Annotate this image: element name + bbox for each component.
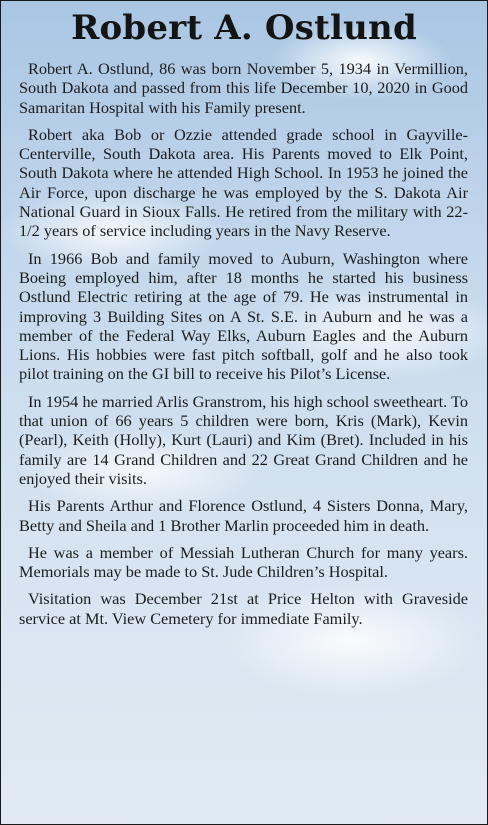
obituary-title: Robert A. Ostlund (71, 8, 417, 48)
paragraph-career: In 1966 Bob and family moved to Auburn, Washington where Boeing employed him, after 18 months he started his business Ostlund Electric retiring at the age of 79. He was instrumental in improving 3 Building Sites on A St. S.E. in Auburn and he was a member of the Federal Way Elks, Auburn Eagles and the Auburn Lions. His hobbies were fast pitch softball, golf and he also took pilot training on the GI bill to receive his Pilot’s License. (19, 248, 468, 384)
paragraph-marriage: In 1954 he married Arlis Granstrom, his high school sweetheart. To that union of 66 years 5 children were born, Kris (Mark), Kevin (Pearl), Keith (Holly), Kurt (Lauri) and Kim (Bret). Included in his family are 14 Grand Children and 22 Great Grand Children and he enjoyed their visits. (19, 391, 468, 488)
paragraph-predeceased: His Parents Arthur and Florence Ostlund, 4 Sisters Donna, Mary, Betty and Sheila and 1 Brother Marlin proceeded him in death. (19, 496, 468, 535)
paragraph-services: Visitation was December 21st at Price Helton with Graveside service at Mt. View Cemetery for immediate Family. (19, 589, 468, 628)
obituary-body (1, 53, 487, 628)
paragraph-early-life: Robert aka Bob or Ozzie attended grade school in Gayville-Centerville, South Dakota area. His Parents moved to Elk Point, South Dakota where he attended High School. In 1953 he joined the Air Force, upon discharge he was employed by the S. Dakota Air National Guard in Sioux Falls. He retired from the military with 22-1/2 years of service including years in the Navy Reserve. (19, 124, 468, 241)
paragraph-birth: Robert A. Ostlund, 86 was born November 5, 1934 in Vermillion, South Dakota and passed from this life December 10, 2020 in Good Samaritan Hospital with his Family present. (19, 59, 468, 117)
paragraph-memorials: He was a member of Messiah Lutheran Church for many years. Memorials may be made to St. Jude Children’s Hospital. (19, 542, 468, 582)
